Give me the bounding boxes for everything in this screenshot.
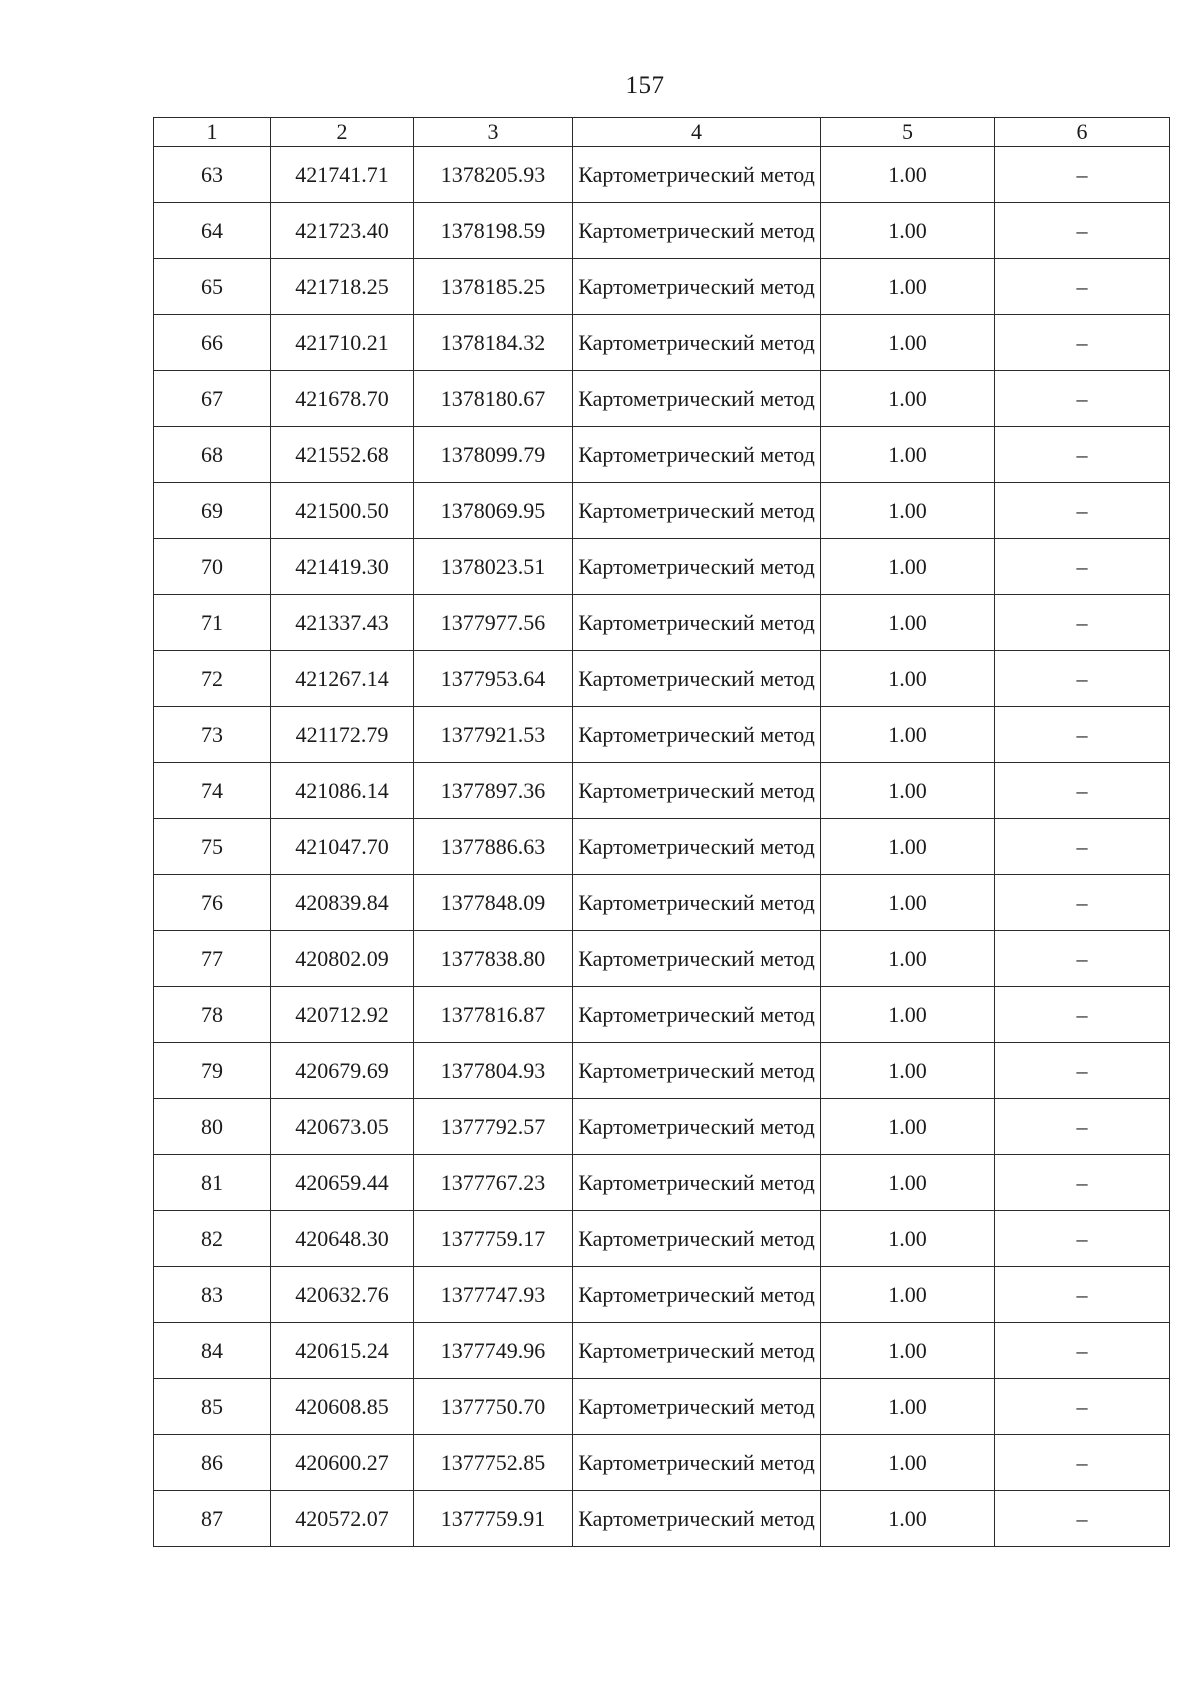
table-row bbox=[154, 875, 1170, 931]
accuracy-cell: 1.00 bbox=[821, 147, 995, 203]
y-coordinate-cell: 1377792.57 bbox=[414, 1099, 573, 1155]
x-coordinate-cell: 420679.69 bbox=[271, 1043, 414, 1099]
x-coordinate-cell: 420839.84 bbox=[271, 875, 414, 931]
description-cell: – bbox=[995, 315, 1170, 371]
description-cell: – bbox=[995, 539, 1170, 595]
y-coordinate-cell: 1377897.36 bbox=[414, 763, 573, 819]
table-row bbox=[154, 315, 1170, 371]
point-number-cell: 87 bbox=[154, 1491, 271, 1547]
table-row bbox=[154, 595, 1170, 651]
description-cell: – bbox=[995, 483, 1170, 539]
method-cell: Картометрический метод bbox=[573, 259, 821, 315]
table-row bbox=[154, 1211, 1170, 1267]
method-cell: Картометрический метод bbox=[573, 315, 821, 371]
description-cell: – bbox=[995, 1491, 1170, 1547]
accuracy-cell: 1.00 bbox=[821, 595, 995, 651]
method-cell: Картометрический метод bbox=[573, 1099, 821, 1155]
method-cell: Картометрический метод bbox=[573, 987, 821, 1043]
x-coordinate-cell: 420673.05 bbox=[271, 1099, 414, 1155]
y-coordinate-cell: 1377747.93 bbox=[414, 1267, 573, 1323]
y-coordinate-cell: 1378205.93 bbox=[414, 147, 573, 203]
header-cell: 1 bbox=[154, 118, 271, 147]
description-cell: – bbox=[995, 259, 1170, 315]
x-coordinate-cell: 420572.07 bbox=[271, 1491, 414, 1547]
y-coordinate-cell: 1378198.59 bbox=[414, 203, 573, 259]
table-row bbox=[154, 1155, 1170, 1211]
header-cell: 3 bbox=[414, 118, 573, 147]
x-coordinate-cell: 421267.14 bbox=[271, 651, 414, 707]
point-number-cell: 86 bbox=[154, 1435, 271, 1491]
method-cell: Картометрический метод bbox=[573, 1043, 821, 1099]
description-cell: – bbox=[995, 651, 1170, 707]
method-cell: Картометрический метод bbox=[573, 371, 821, 427]
description-cell: – bbox=[995, 1267, 1170, 1323]
table-row bbox=[154, 1379, 1170, 1435]
table-row bbox=[154, 707, 1170, 763]
y-coordinate-cell: 1377838.80 bbox=[414, 931, 573, 987]
table-header-row bbox=[154, 118, 1170, 147]
description-cell: – bbox=[995, 707, 1170, 763]
x-coordinate-cell: 421172.79 bbox=[271, 707, 414, 763]
accuracy-cell: 1.00 bbox=[821, 259, 995, 315]
point-number-cell: 77 bbox=[154, 931, 271, 987]
description-cell: – bbox=[995, 875, 1170, 931]
x-coordinate-cell: 420632.76 bbox=[271, 1267, 414, 1323]
header-cell: 2 bbox=[271, 118, 414, 147]
method-cell: Картометрический метод bbox=[573, 651, 821, 707]
point-number-cell: 76 bbox=[154, 875, 271, 931]
method-cell: Картометрический метод bbox=[573, 1379, 821, 1435]
point-number-cell: 67 bbox=[154, 371, 271, 427]
method-cell: Картометрический метод bbox=[573, 147, 821, 203]
description-cell: – bbox=[995, 1155, 1170, 1211]
point-number-cell: 64 bbox=[154, 203, 271, 259]
method-cell: Картометрический метод bbox=[573, 483, 821, 539]
description-cell: – bbox=[995, 1211, 1170, 1267]
table-row bbox=[154, 539, 1170, 595]
description-cell: – bbox=[995, 1435, 1170, 1491]
table-row bbox=[154, 483, 1170, 539]
y-coordinate-cell: 1377749.96 bbox=[414, 1323, 573, 1379]
description-cell: – bbox=[995, 763, 1170, 819]
x-coordinate-cell: 421552.68 bbox=[271, 427, 414, 483]
y-coordinate-cell: 1378185.25 bbox=[414, 259, 573, 315]
accuracy-cell: 1.00 bbox=[821, 763, 995, 819]
y-coordinate-cell: 1377816.87 bbox=[414, 987, 573, 1043]
accuracy-cell: 1.00 bbox=[821, 987, 995, 1043]
y-coordinate-cell: 1377804.93 bbox=[414, 1043, 573, 1099]
table-row bbox=[154, 1267, 1170, 1323]
table-row bbox=[154, 763, 1170, 819]
point-number-cell: 81 bbox=[154, 1155, 271, 1211]
y-coordinate-cell: 1377767.23 bbox=[414, 1155, 573, 1211]
accuracy-cell: 1.00 bbox=[821, 707, 995, 763]
table-row bbox=[154, 147, 1170, 203]
accuracy-cell: 1.00 bbox=[821, 931, 995, 987]
point-number-cell: 75 bbox=[154, 819, 271, 875]
accuracy-cell: 1.00 bbox=[821, 1323, 995, 1379]
method-cell: Картометрический метод bbox=[573, 1323, 821, 1379]
x-coordinate-cell: 421723.40 bbox=[271, 203, 414, 259]
description-cell: – bbox=[995, 147, 1170, 203]
x-coordinate-cell: 420802.09 bbox=[271, 931, 414, 987]
accuracy-cell: 1.00 bbox=[821, 427, 995, 483]
method-cell: Картометрический метод bbox=[573, 819, 821, 875]
method-cell: Картометрический метод bbox=[573, 539, 821, 595]
description-cell: – bbox=[995, 819, 1170, 875]
accuracy-cell: 1.00 bbox=[821, 651, 995, 707]
table-row bbox=[154, 1435, 1170, 1491]
point-number-cell: 80 bbox=[154, 1099, 271, 1155]
y-coordinate-cell: 1377921.53 bbox=[414, 707, 573, 763]
x-coordinate-cell: 421419.30 bbox=[271, 539, 414, 595]
y-coordinate-cell: 1377752.85 bbox=[414, 1435, 573, 1491]
x-coordinate-cell: 421500.50 bbox=[271, 483, 414, 539]
y-coordinate-cell: 1377977.56 bbox=[414, 595, 573, 651]
header-cell: 5 bbox=[821, 118, 995, 147]
accuracy-cell: 1.00 bbox=[821, 483, 995, 539]
x-coordinate-cell: 420648.30 bbox=[271, 1211, 414, 1267]
x-coordinate-cell: 421710.21 bbox=[271, 315, 414, 371]
accuracy-cell: 1.00 bbox=[821, 1267, 995, 1323]
method-cell: Картометрический метод bbox=[573, 595, 821, 651]
table-row bbox=[154, 931, 1170, 987]
accuracy-cell: 1.00 bbox=[821, 875, 995, 931]
y-coordinate-cell: 1377953.64 bbox=[414, 651, 573, 707]
accuracy-cell: 1.00 bbox=[821, 1099, 995, 1155]
x-coordinate-cell: 421718.25 bbox=[271, 259, 414, 315]
accuracy-cell: 1.00 bbox=[821, 203, 995, 259]
y-coordinate-cell: 1378069.95 bbox=[414, 483, 573, 539]
accuracy-cell: 1.00 bbox=[821, 1491, 995, 1547]
x-coordinate-cell: 420712.92 bbox=[271, 987, 414, 1043]
accuracy-cell: 1.00 bbox=[821, 1379, 995, 1435]
y-coordinate-cell: 1377886.63 bbox=[414, 819, 573, 875]
description-cell: – bbox=[995, 371, 1170, 427]
y-coordinate-cell: 1378099.79 bbox=[414, 427, 573, 483]
y-coordinate-cell: 1377759.17 bbox=[414, 1211, 573, 1267]
table-row bbox=[154, 819, 1170, 875]
y-coordinate-cell: 1377750.70 bbox=[414, 1379, 573, 1435]
point-number-cell: 85 bbox=[154, 1379, 271, 1435]
point-number-cell: 71 bbox=[154, 595, 271, 651]
y-coordinate-cell: 1378180.67 bbox=[414, 371, 573, 427]
accuracy-cell: 1.00 bbox=[821, 539, 995, 595]
table-row bbox=[154, 427, 1170, 483]
point-number-cell: 82 bbox=[154, 1211, 271, 1267]
method-cell: Картометрический метод bbox=[573, 931, 821, 987]
method-cell: Картометрический метод bbox=[573, 1211, 821, 1267]
table-row bbox=[154, 651, 1170, 707]
accuracy-cell: 1.00 bbox=[821, 315, 995, 371]
accuracy-cell: 1.00 bbox=[821, 1211, 995, 1267]
point-number-cell: 78 bbox=[154, 987, 271, 1043]
point-number-cell: 68 bbox=[154, 427, 271, 483]
description-cell: – bbox=[995, 1043, 1170, 1099]
point-number-cell: 74 bbox=[154, 763, 271, 819]
accuracy-cell: 1.00 bbox=[821, 1043, 995, 1099]
description-cell: – bbox=[995, 427, 1170, 483]
point-number-cell: 70 bbox=[154, 539, 271, 595]
point-number-cell: 83 bbox=[154, 1267, 271, 1323]
y-coordinate-cell: 1377848.09 bbox=[414, 875, 573, 931]
description-cell: – bbox=[995, 1323, 1170, 1379]
description-cell: – bbox=[995, 203, 1170, 259]
point-number-cell: 72 bbox=[154, 651, 271, 707]
description-cell: – bbox=[995, 1379, 1170, 1435]
method-cell: Картометрический метод bbox=[573, 203, 821, 259]
point-number-cell: 65 bbox=[154, 259, 271, 315]
x-coordinate-cell: 421741.71 bbox=[271, 147, 414, 203]
table-row bbox=[154, 1043, 1170, 1099]
x-coordinate-cell: 421047.70 bbox=[271, 819, 414, 875]
x-coordinate-cell: 420608.85 bbox=[271, 1379, 414, 1435]
x-coordinate-cell: 421086.14 bbox=[271, 763, 414, 819]
description-cell: – bbox=[995, 1099, 1170, 1155]
table-body bbox=[154, 118, 1170, 1547]
coordinates-table bbox=[153, 117, 1170, 1547]
point-number-cell: 66 bbox=[154, 315, 271, 371]
table-row bbox=[154, 371, 1170, 427]
x-coordinate-cell: 421337.43 bbox=[271, 595, 414, 651]
table-row bbox=[154, 259, 1170, 315]
method-cell: Картометрический метод bbox=[573, 707, 821, 763]
point-number-cell: 73 bbox=[154, 707, 271, 763]
description-cell: – bbox=[995, 931, 1170, 987]
x-coordinate-cell: 420615.24 bbox=[271, 1323, 414, 1379]
x-coordinate-cell: 420659.44 bbox=[271, 1155, 414, 1211]
point-number-cell: 69 bbox=[154, 483, 271, 539]
description-cell: – bbox=[995, 595, 1170, 651]
method-cell: Картометрический метод bbox=[573, 427, 821, 483]
accuracy-cell: 1.00 bbox=[821, 819, 995, 875]
table-row bbox=[154, 1323, 1170, 1379]
table-row bbox=[154, 1099, 1170, 1155]
method-cell: Картометрический метод bbox=[573, 1267, 821, 1323]
y-coordinate-cell: 1377759.91 bbox=[414, 1491, 573, 1547]
page-number: 157 bbox=[625, 72, 665, 99]
method-cell: Картометрический метод bbox=[573, 1491, 821, 1547]
point-number-cell: 79 bbox=[154, 1043, 271, 1099]
header-cell: 6 bbox=[995, 118, 1170, 147]
accuracy-cell: 1.00 bbox=[821, 1435, 995, 1491]
header-cell: 4 bbox=[573, 118, 821, 147]
point-number-cell: 63 bbox=[154, 147, 271, 203]
y-coordinate-cell: 1378023.51 bbox=[414, 539, 573, 595]
method-cell: Картометрический метод bbox=[573, 763, 821, 819]
point-number-cell: 84 bbox=[154, 1323, 271, 1379]
method-cell: Картометрический метод bbox=[573, 1435, 821, 1491]
y-coordinate-cell: 1378184.32 bbox=[414, 315, 573, 371]
x-coordinate-cell: 421678.70 bbox=[271, 371, 414, 427]
x-coordinate-cell: 420600.27 bbox=[271, 1435, 414, 1491]
table-row bbox=[154, 987, 1170, 1043]
accuracy-cell: 1.00 bbox=[821, 1155, 995, 1211]
accuracy-cell: 1.00 bbox=[821, 371, 995, 427]
description-cell: – bbox=[995, 987, 1170, 1043]
method-cell: Картометрический метод bbox=[573, 1155, 821, 1211]
table-row bbox=[154, 203, 1170, 259]
table-row bbox=[154, 1491, 1170, 1547]
method-cell: Картометрический метод bbox=[573, 875, 821, 931]
